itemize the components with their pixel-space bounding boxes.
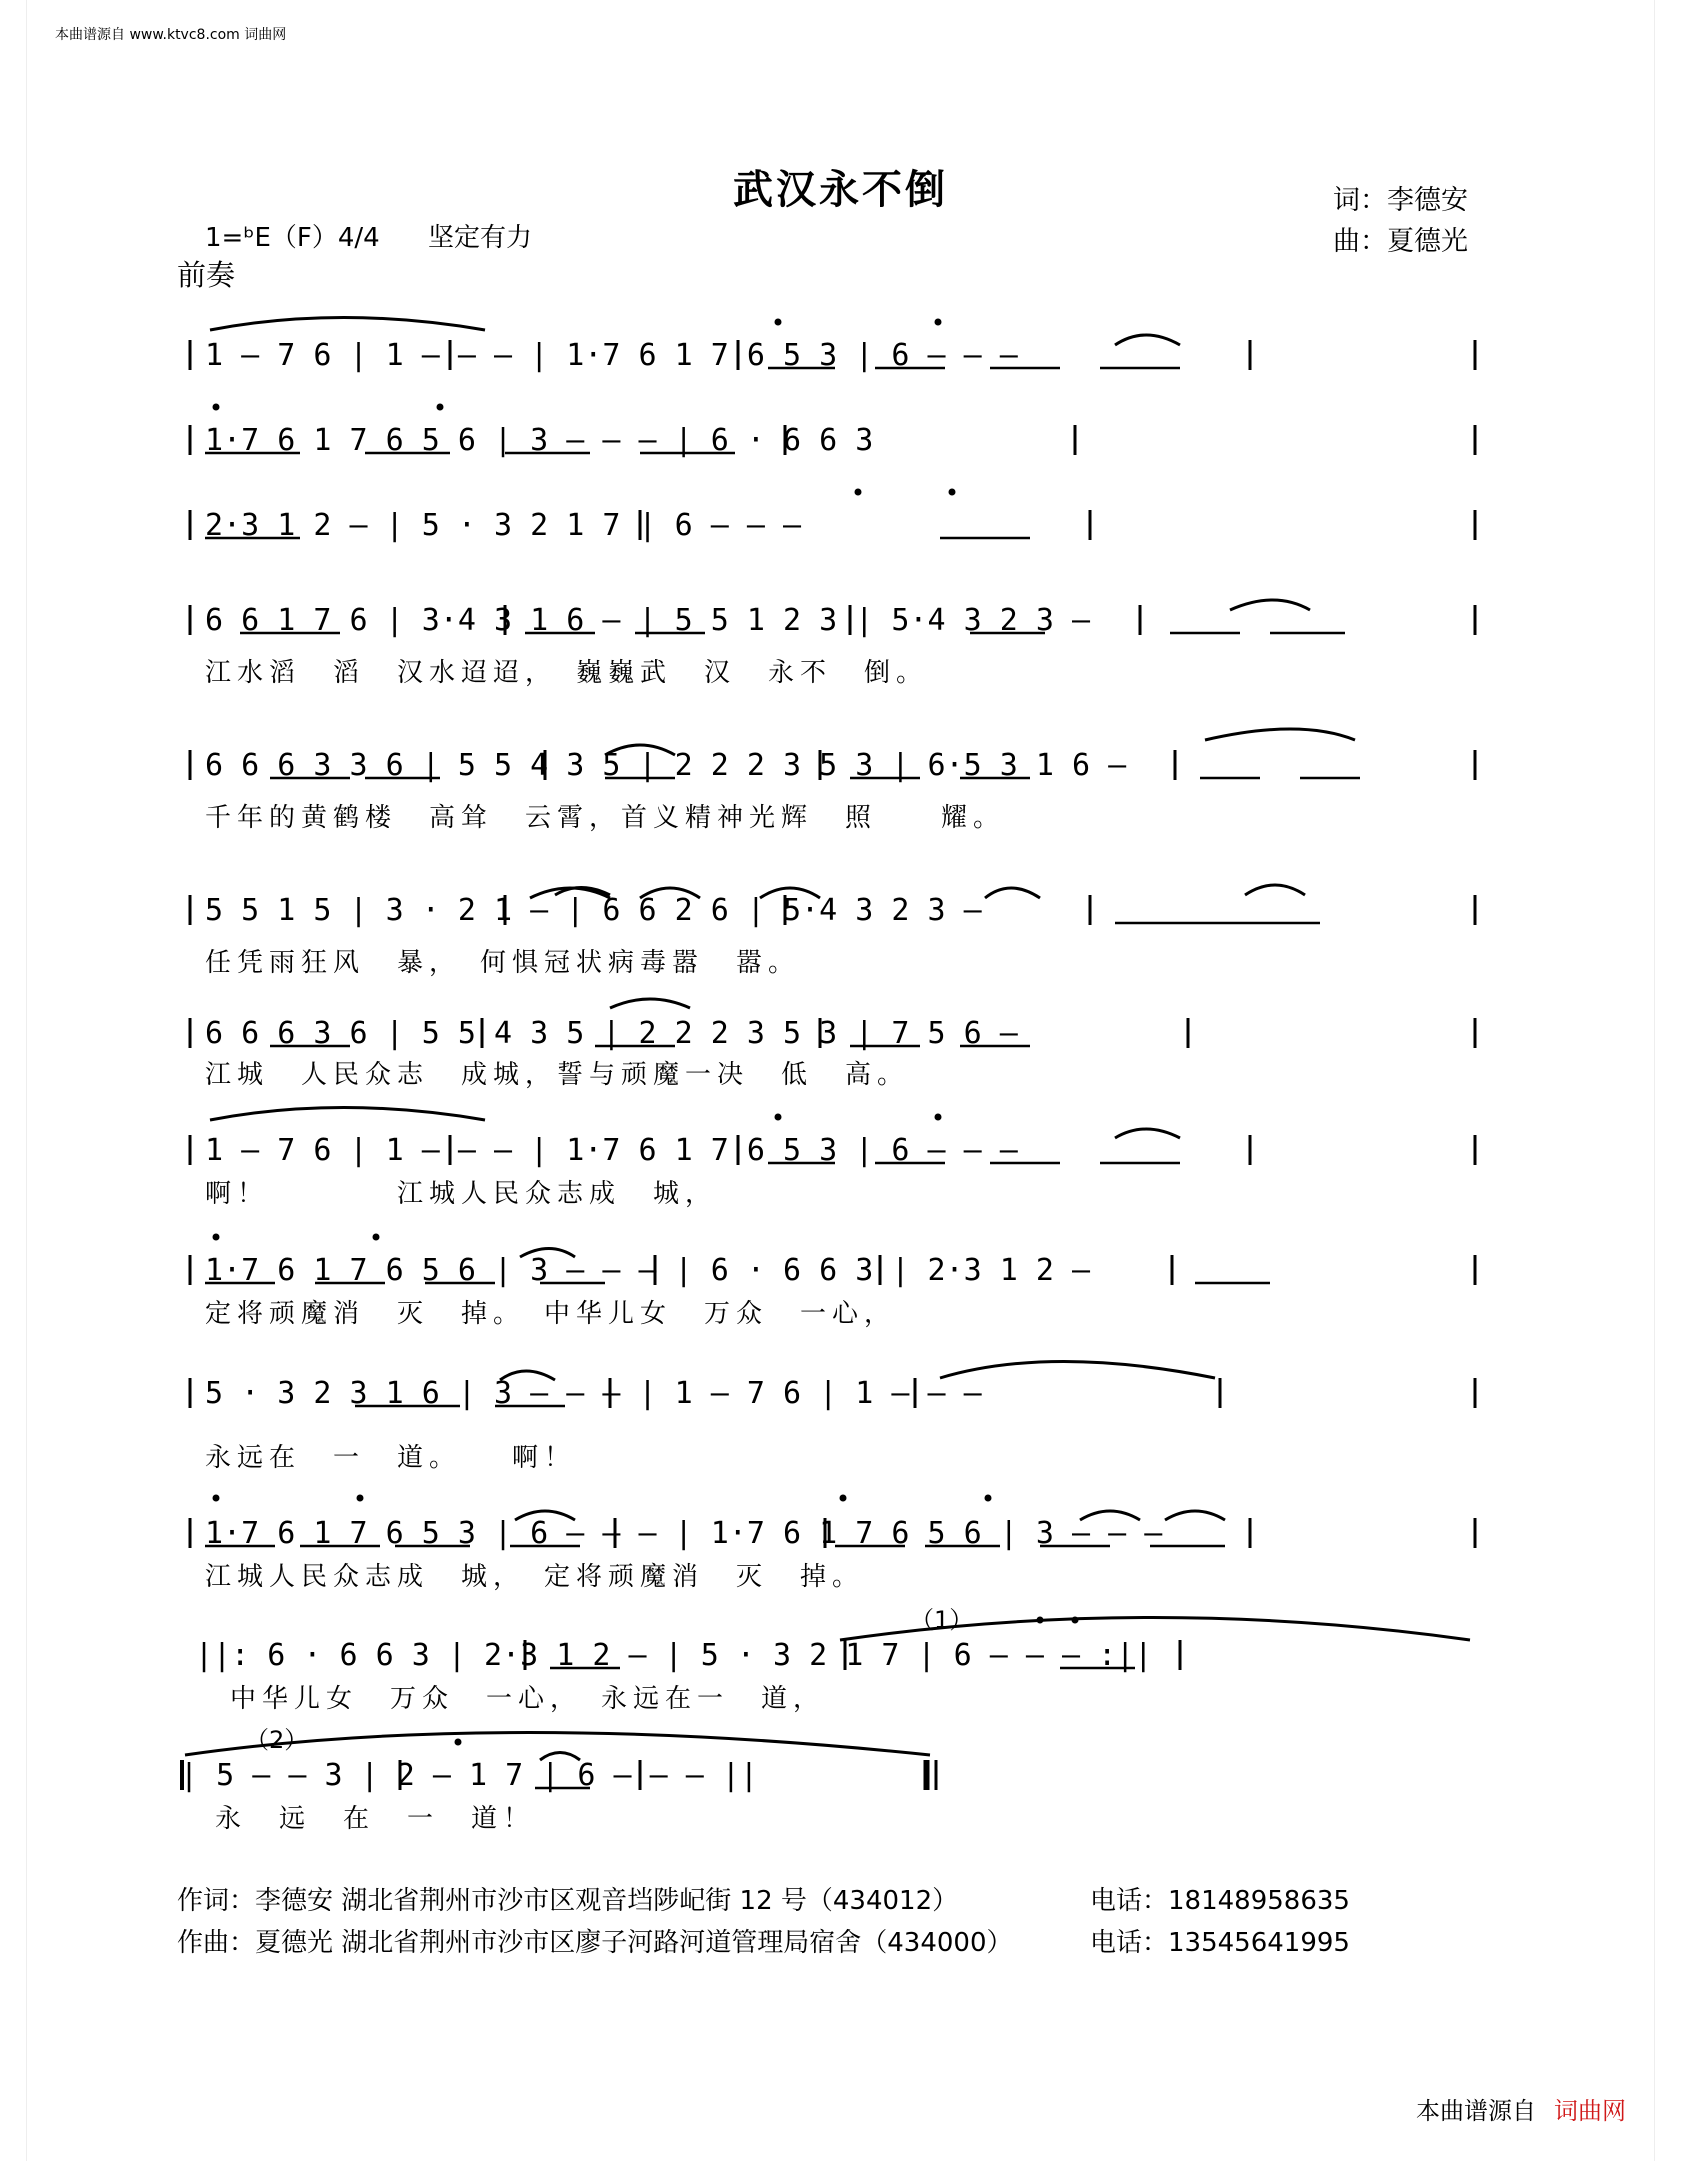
staff-7-lyrics: 江城 人民众志 成城，誓与顽魔一决 低 高。 bbox=[205, 1060, 910, 1090]
staff-4-notes: 6 6 1 7 6 | 3·4 3 1 6 — | 5 5 1 2 3 | 5·4 3 2 3 — bbox=[205, 603, 1091, 638]
staff-9-lyrics: 定将顽魔消 灭 掉。 中华儿女 万众 一心， bbox=[205, 1299, 897, 1329]
staff-5-lyrics: 千年的黄鹤楼 高耸 云霄，首义精神光辉 照 耀。 bbox=[205, 803, 1006, 833]
staff-7-notes: 6 6 6 3 6 | 5 5 4 3 5 | 2 2 2 3 5 3 | 7 5 6 — bbox=[205, 1016, 1018, 1051]
prelude-label: 前奏 bbox=[177, 258, 236, 292]
footer-composer-phone: 电话：13545641995 bbox=[1090, 1928, 1350, 1958]
staff-6-notes: 5 5 1 5 | 3 · 2 1 — | 6 6 2 6 | 5·4 3 2 3 — bbox=[205, 893, 982, 928]
staff-9-notes: 1·7 6 1 7 6 5 6 | 3 — — — | 6 · 6 6 3 | 2·3 1 2 — bbox=[205, 1253, 1091, 1288]
staff-4-lyrics: 江水滔 滔 汉水迢迢， 巍巍武 汉 永不 倒。 bbox=[205, 658, 929, 688]
composer-credit: 曲：夏德光 bbox=[1333, 226, 1468, 257]
staff-10-notes: 5 · 3 2 3 1 6 | 3 — — — | 1 — 7 6 | 1 — — — bbox=[205, 1376, 982, 1411]
staff-10-lyrics: 永远在 一 道。 啊！ bbox=[205, 1443, 577, 1473]
footer-lyricist-address: 作词：李德安 湖北省荆州市沙市区观音垱陟屺街 12 号（434012） bbox=[177, 1886, 959, 1916]
footer-lyricist-phone: 电话：18148958635 bbox=[1090, 1886, 1350, 1916]
staff-8-lyrics: 啊！ 江城人民众志成 城， bbox=[205, 1179, 718, 1209]
staff-13-notes: | 5 — — 3 | 2 — 1 7 | 6 — — — || bbox=[180, 1758, 758, 1793]
volta-1-label: （1） bbox=[910, 1606, 974, 1634]
source-text: 本曲谱源自 bbox=[1416, 2097, 1536, 2125]
song-title: 武汉永不倒 bbox=[733, 167, 948, 213]
staff-8-notes: 1 — 7 6 | 1 — — — | 1·7 6 1 7 6 5 3 | 6 — — — bbox=[205, 1133, 1018, 1168]
key-signature: 1=ᵇE（F）4/4 bbox=[205, 223, 380, 253]
staff-13-lyrics: 永 远 在 一 道！ bbox=[215, 1804, 536, 1834]
staff-5-notes: 6 6 6 3 3 6 | 5 5 4 3 5 | 2 2 2 3 5 3 | 6·5 3 1 6 — bbox=[205, 748, 1127, 783]
staff-12-lyrics: 中华儿女 万众 一心， 永远在一 道， bbox=[230, 1684, 826, 1714]
staff-11-notes: 1·7 6 1 7 6 5 3 | 6 — — — | 1·7 6 1 7 6 5 6 | 3 — — — bbox=[205, 1516, 1163, 1551]
lyricist-credit: 词：李德安 bbox=[1333, 185, 1468, 216]
tempo-marking: 坚定有力 bbox=[427, 223, 532, 253]
staff-1-notes: 1 — 7 6 | 1 — — — | 1·7 6 1 7 6 5 3 | 6 — — — bbox=[205, 338, 1018, 373]
staff-6-lyrics: 任凭雨狂风 暴， 何惧冠状病毒嚣 嚣。 bbox=[205, 948, 801, 978]
footer-composer-address: 作曲：夏德光 湖北省荆州市沙市区廖子河路河道管理局宿舍（434000） bbox=[177, 1928, 1013, 1958]
staff-11-lyrics: 江城人民众志成 城， 定将顽魔消 灭 掉。 bbox=[205, 1562, 865, 1592]
source-banner-bottom bbox=[1416, 2091, 1626, 2126]
volta-2-label: （2） bbox=[245, 1726, 309, 1754]
source-banner-top: 本曲谱源自 www.ktvc8.com 词曲网 bbox=[55, 27, 287, 43]
staff-2-notes: 1·7 6 1 7 6 5 6 | 3 — — — | 6 · 6 6 3 bbox=[205, 423, 874, 458]
source-site-link[interactable]: 词曲网 bbox=[1554, 2097, 1626, 2125]
staff-12-notes: ||: 6 · 6 6 3 | 2·3 1 2 — | 5 · 3 2 1 7 | 6 — — — :|| bbox=[195, 1638, 1153, 1673]
staff-3-notes: 2·3 1 2 — | 5 · 3 2 1 7 | 6 — — — bbox=[205, 508, 802, 543]
